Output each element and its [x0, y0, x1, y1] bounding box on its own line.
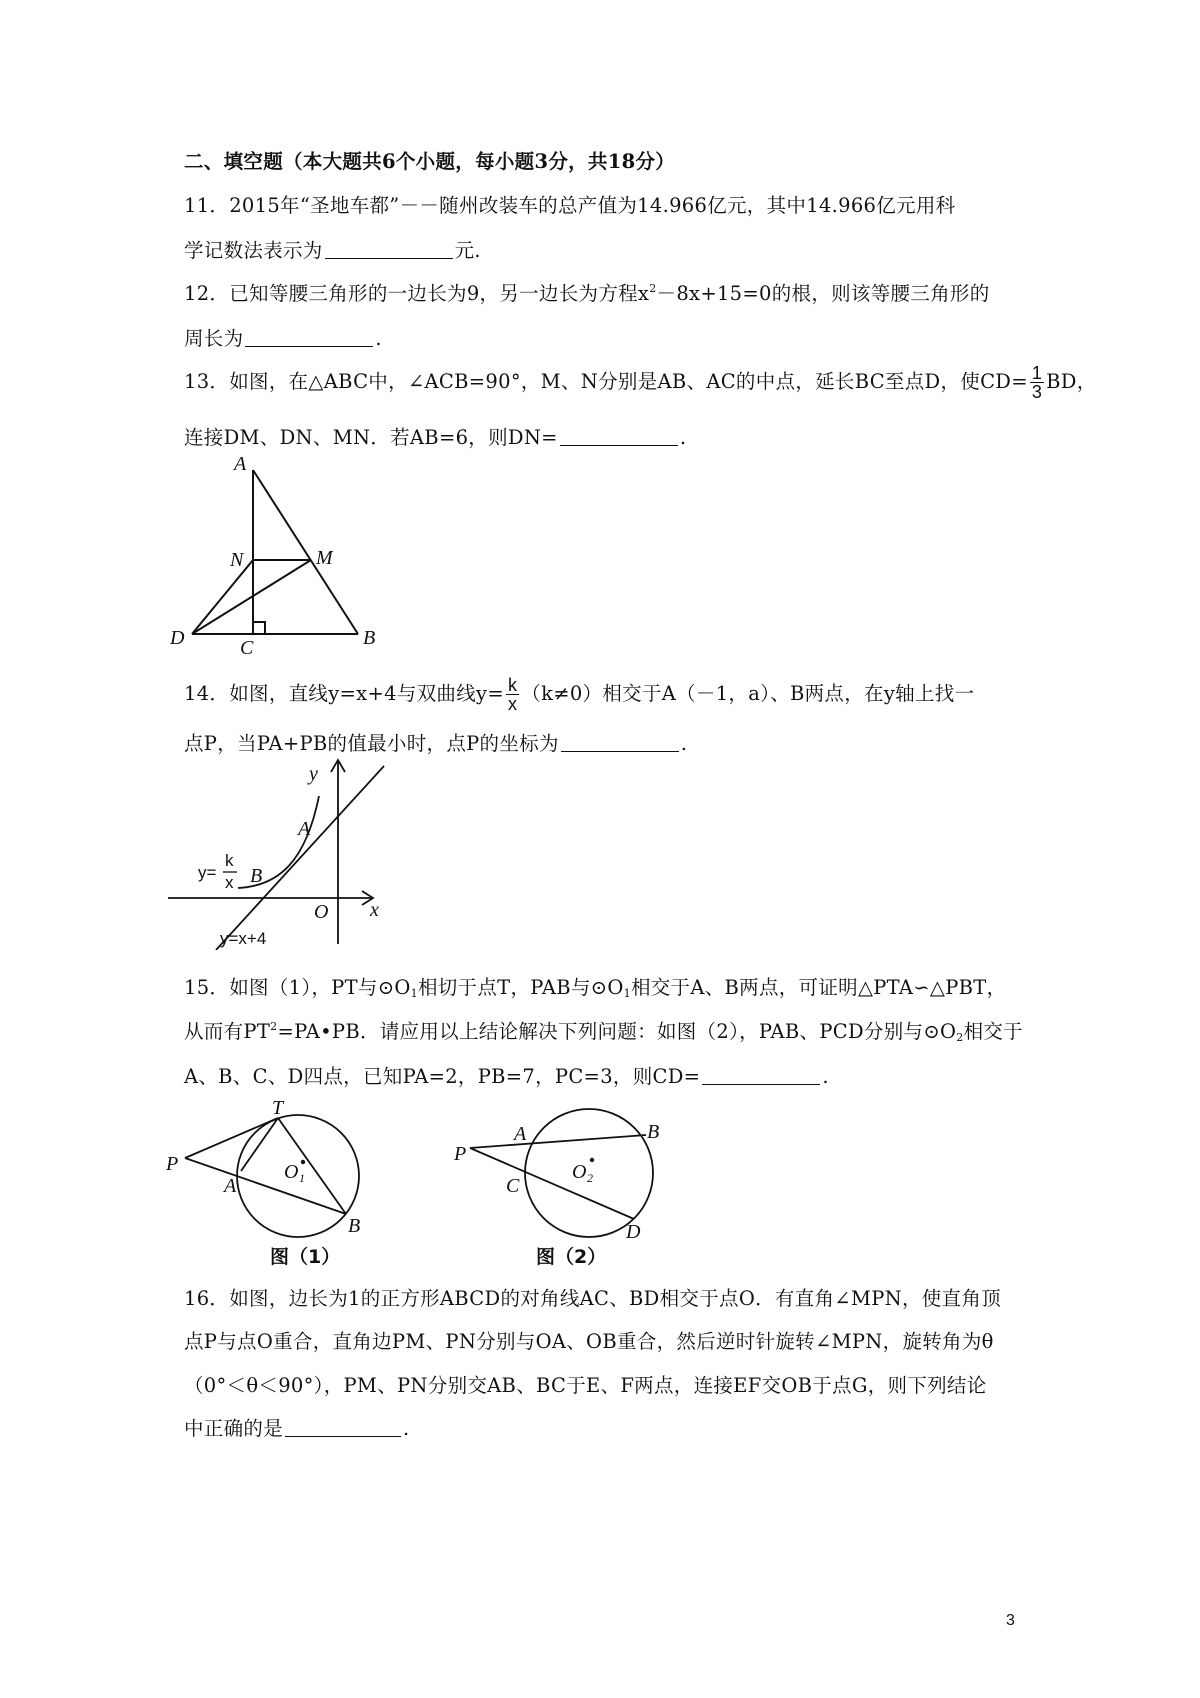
section-title: 二、填空题（本大题共6个小题，每小题3分，共18分）	[184, 150, 676, 173]
q15-fig1-label-O-sub: 1	[299, 1171, 305, 1185]
q14-text-b: （k≠0）相交于A（－1，a）、B两点，在y轴上找一	[521, 682, 975, 705]
q11-text: 学记数法表示为	[184, 239, 323, 262]
q11-answer-blank[interactable]	[325, 257, 453, 259]
q14-label-B: B	[250, 865, 263, 887]
q14-text-a: 14．如图，直线y=x+4与双曲线y=	[184, 682, 504, 705]
q15-fig2-label-A: A	[514, 1123, 527, 1145]
q12-text-a: 12．已知等腰三角形的一边长为9，另一边长为方程x	[184, 282, 650, 305]
q15-fig2-caption: 图（2）	[536, 1246, 607, 1268]
page-number: 3	[1006, 1612, 1015, 1629]
q12-period: .	[375, 327, 382, 350]
q16-text: 中正确的是	[184, 1417, 284, 1440]
q11-line2	[184, 235, 481, 263]
q15-line2	[184, 1016, 1023, 1044]
q12-line2	[184, 323, 382, 351]
q15-sub1: 1	[410, 987, 418, 1000]
q15-text-f: 相交于	[963, 1020, 1023, 1043]
q15-text-b: 相切于点T，PAB与⊙O	[417, 976, 624, 999]
q13-label-D: D	[170, 627, 185, 649]
q15-fig1-caption: 图（1）	[270, 1246, 341, 1268]
q15-fig2-label-D: D	[626, 1221, 641, 1243]
q14-period: .	[680, 732, 688, 755]
q15-fig1-label-O: O	[284, 1161, 299, 1183]
q15-fig2-label-B: B	[647, 1121, 660, 1143]
q13-text-b: BD，	[1046, 370, 1097, 393]
q13-fraction	[1030, 364, 1044, 401]
q15-figure-2	[448, 1088, 678, 1268]
q15-fig2-label-C: C	[506, 1175, 520, 1197]
q15-fig2-label-O-sub: 2	[587, 1171, 593, 1185]
q15-period: .	[822, 1065, 829, 1088]
q15-fig1-label-P: P	[166, 1153, 179, 1175]
q13-line2	[184, 422, 686, 450]
q15-figure-1	[160, 1088, 380, 1268]
q13-label-N: N	[230, 549, 244, 571]
q12-line1	[184, 278, 990, 306]
q14-line2	[184, 728, 687, 756]
q13-label-A: A	[234, 453, 247, 475]
q15-fig1-center-dot	[301, 1160, 305, 1164]
q14-figure	[168, 756, 388, 950]
q14-curve-den: x	[225, 873, 234, 892]
q14-label-A: A	[298, 818, 311, 840]
q15-text-g: A、B、C、D四点，已知PA=2，PB=7，PC=3，则CD=	[184, 1065, 701, 1088]
q13-label-B: B	[363, 627, 376, 649]
q13-period: .	[679, 426, 687, 449]
q11-line1: 11．2015年“圣地车都”－－随州改装车的总产值为14.966亿元，其中14.966亿元用科	[184, 194, 956, 217]
q14-text-c: 点P，当PA+PB的值最小时，点P的坐标为	[184, 732, 559, 755]
q15-fig1-label-A: A	[224, 1175, 237, 1197]
q15-line3	[184, 1061, 829, 1089]
q13-label-M: M	[316, 547, 333, 569]
q15-fig1-label-B: B	[348, 1215, 361, 1237]
q12-text-c: 周长为	[184, 327, 244, 350]
q12-text-b: －8x+15=0的根，则该等腰三角形的	[656, 282, 990, 305]
q11-unit: 元.	[454, 239, 481, 262]
q16-period: .	[403, 1417, 410, 1440]
q12-exponent: 2	[649, 282, 657, 295]
q15-fig1-label-T: T	[272, 1097, 284, 1119]
q13-text-a: 13．如图，在△ABC中，∠ACB=90°，M、N分别是AB、AC的中点，延长BC至点D，使CD=	[184, 370, 1028, 393]
q15-fig2-center-dot	[590, 1158, 594, 1162]
q13-figure	[170, 448, 400, 656]
q15-sup: 2	[270, 1020, 278, 1033]
q14-origin-label: O	[314, 901, 329, 923]
q15-fig2-label-O: O	[572, 1161, 587, 1183]
q14-frac-num: k	[507, 675, 518, 695]
q15-sub2: 1	[623, 987, 631, 1000]
q15-line1	[184, 972, 1006, 1000]
q14-x-axis-label: x	[370, 899, 379, 921]
q13-text-c: 连接DM、DN、MN．若AB=6，则DN=	[184, 426, 558, 449]
q13-line1	[184, 364, 1097, 401]
q14-curve-prefix: y=	[198, 863, 217, 882]
q14-answer-blank[interactable]	[561, 750, 679, 752]
q15-text-c: 相交于A、B两点，可证明△PTA∽△PBT，	[630, 976, 1007, 999]
q16-line1: 16．如图，边长为1的正方形ABCD的对角线AC、BD相交于点O．有直角∠MPN，使直角顶	[184, 1287, 1001, 1310]
q13-answer-blank[interactable]	[560, 444, 678, 446]
q16-line3: （0°＜θ＜90°），PM、PN分别交AB、BC于E、F两点，连接EF交OB于点G，则下列结论	[184, 1374, 987, 1397]
q15-text-a: 15．如图（1），PT与⊙O	[184, 976, 411, 999]
q13-label-C: C	[240, 637, 254, 656]
q14-y-axis-label: y	[309, 763, 318, 785]
q13-frac-den: 3	[1031, 382, 1043, 402]
q14-frac-den: x	[507, 694, 518, 714]
q15-text-d: 从而有PT	[184, 1020, 271, 1043]
q16-answer-blank[interactable]	[285, 1435, 401, 1437]
q14-fraction	[506, 676, 519, 713]
q13-frac-num: 1	[1031, 363, 1043, 383]
q15-text-e: =PA•PB．请应用以上结论解决下列问题：如图（2），PAB、PCD分别与⊙O	[277, 1020, 957, 1043]
q14-line1	[184, 676, 974, 713]
q15-fig2-label-P: P	[454, 1143, 467, 1165]
q15-answer-blank[interactable]	[702, 1083, 820, 1085]
q14-curve-num: k	[225, 851, 234, 870]
q14-line-label: y=x+4	[220, 929, 267, 948]
q12-answer-blank[interactable]	[245, 345, 373, 347]
q16-line4	[184, 1413, 410, 1441]
q15-sub3: 2	[956, 1031, 964, 1044]
q16-line2: 点P与点O重合，直角边PM、PN分别与OA、OB重合，然后逆时针旋转∠MPN，旋转角为θ	[184, 1330, 994, 1353]
